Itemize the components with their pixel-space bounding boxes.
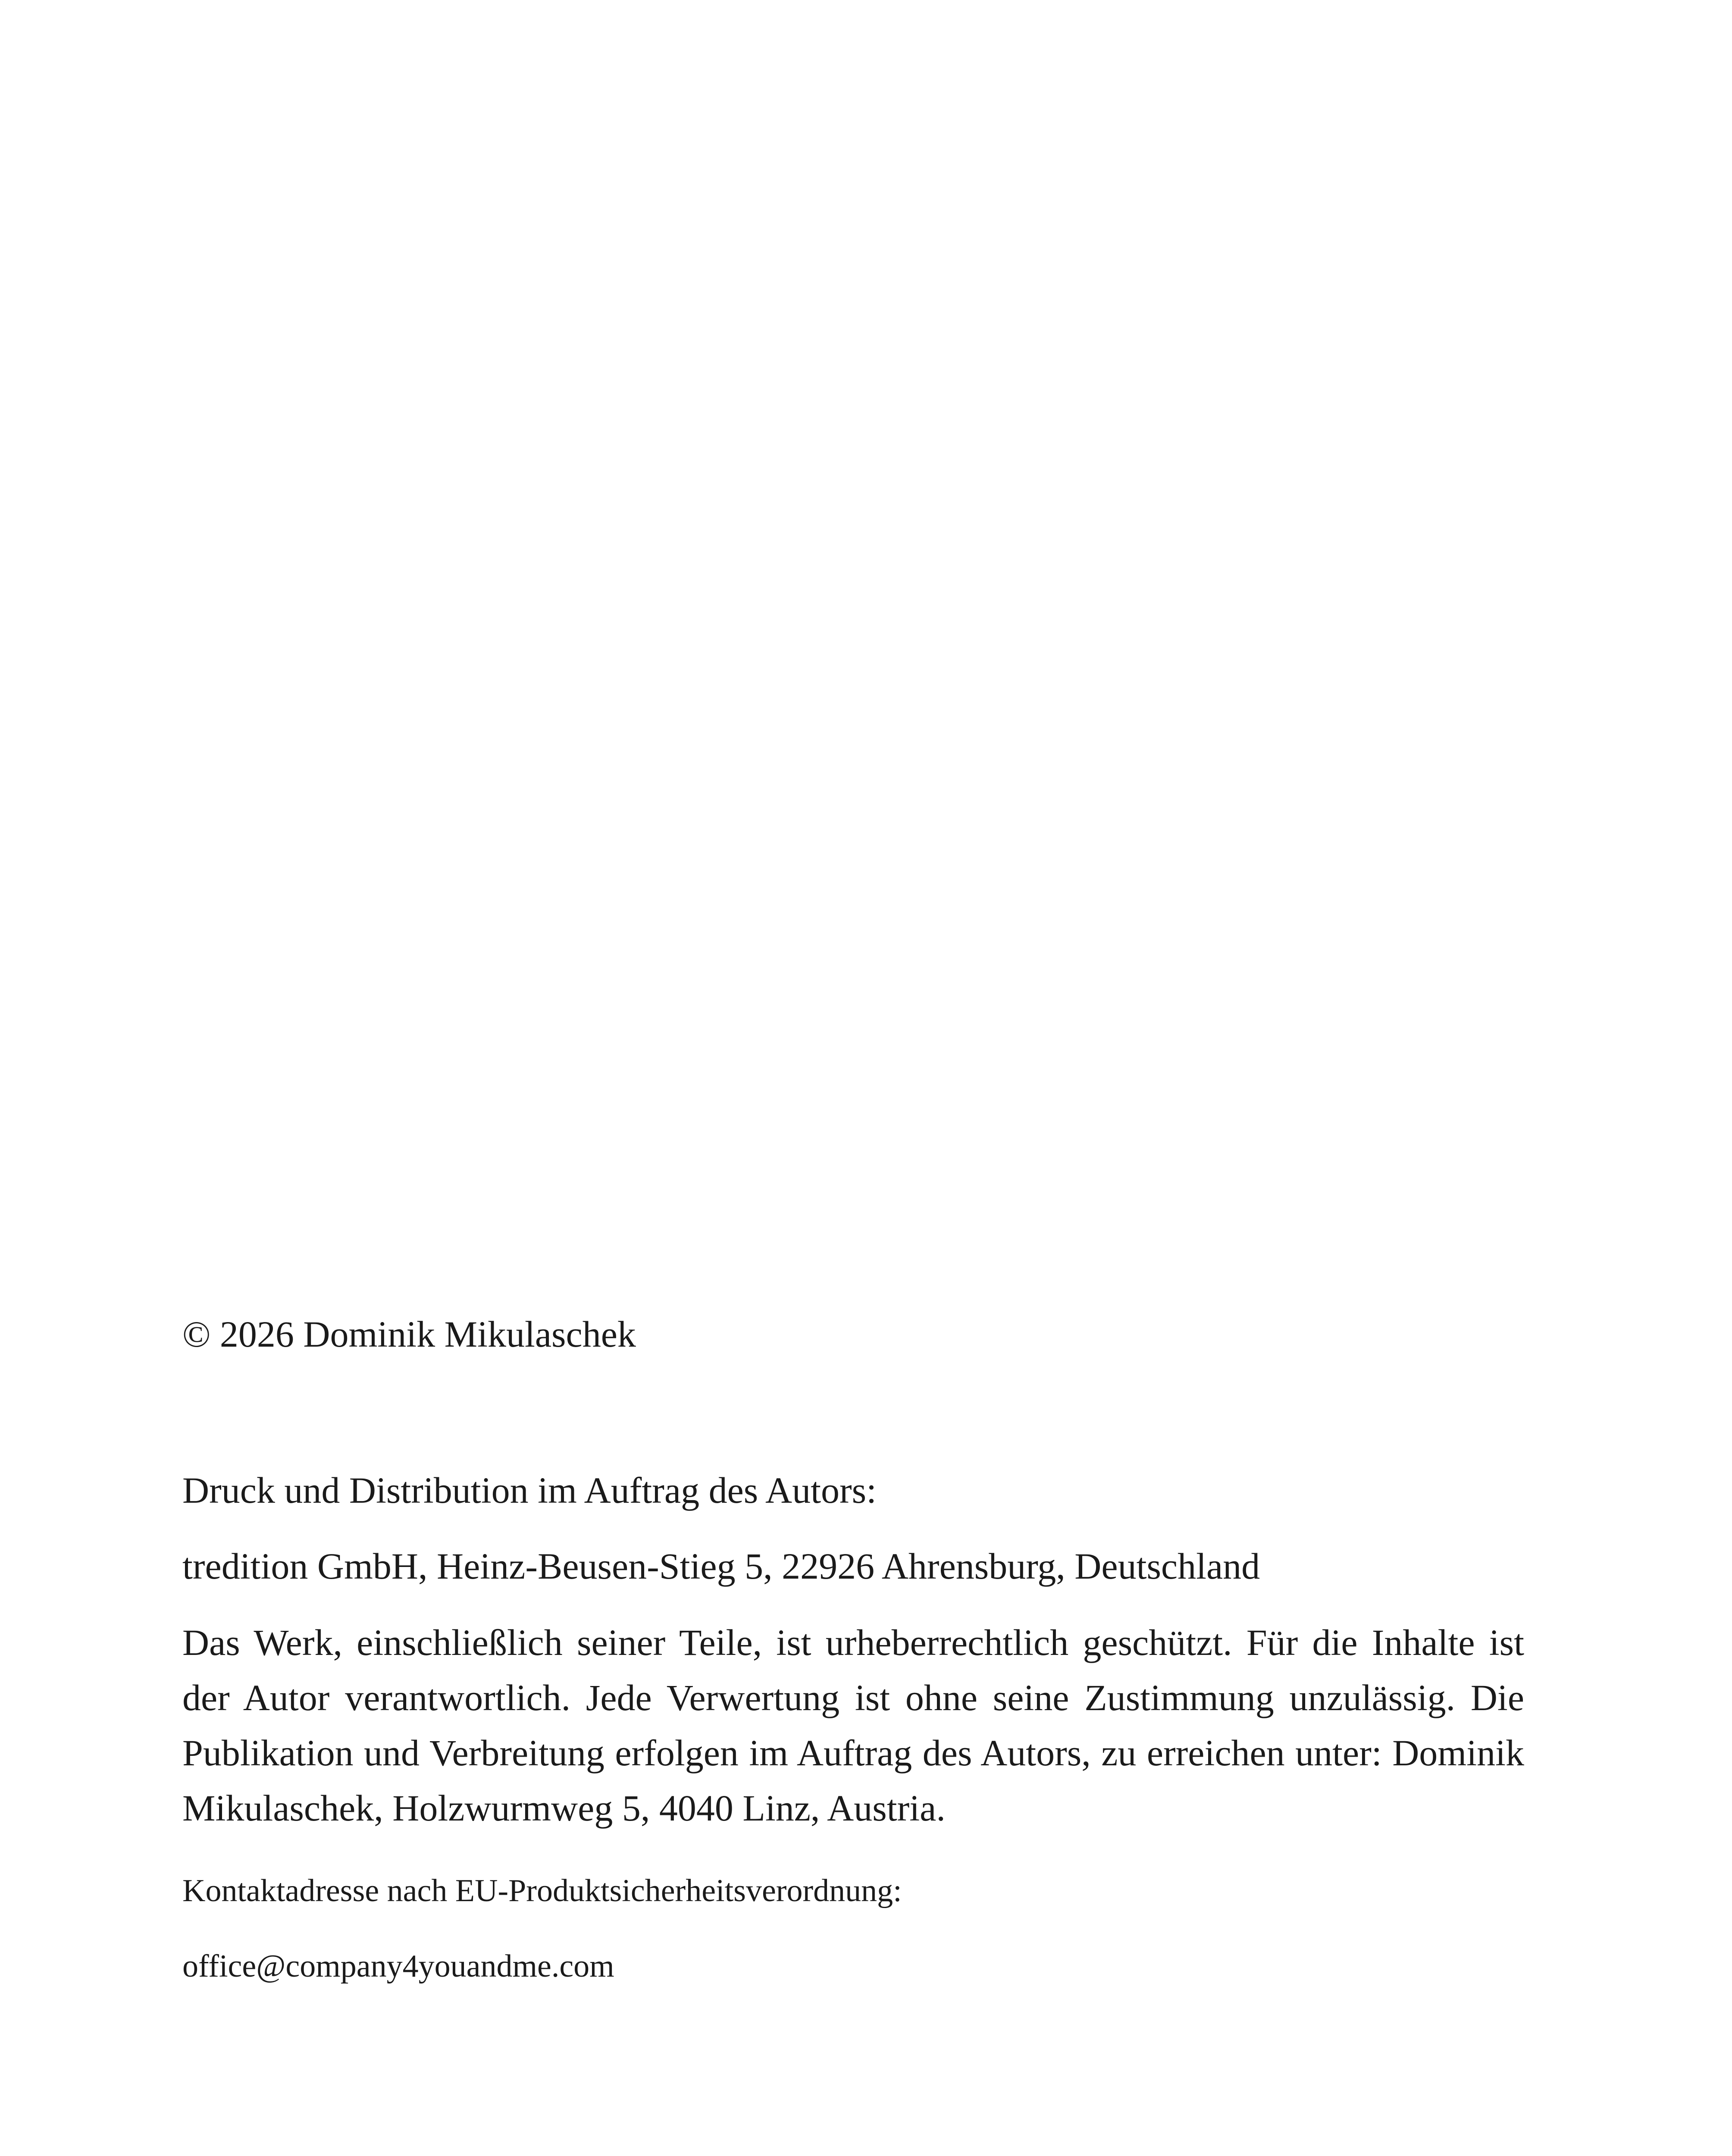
copyright-notice: © 2026 Dominik Mikulaschek	[182, 1313, 636, 1355]
legal-notice: Das Werk, einschließlich seiner Teile, ist urheberrechtlich geschützt. Für die Inhalte ist der Autor verantwortlich. Jede Verwertung ist ohne seine Zustimmung unzulässig. Die Publikation und Verbreitung erfolgen im Auftrag des Autors, zu erreichen unter: Dominik Mikulaschek, Holzwurmweg 5, 4040 Linz, Austria.	[182, 1622, 1524, 1829]
print-distribution-label: Druck und Distribution im Auftrag des Autors:	[182, 1470, 877, 1511]
contact-email: office@company4youandme.com	[182, 1949, 614, 1984]
contact-address-label: Kontaktadresse nach EU-Produktsicherheitsverordnung:	[182, 1873, 902, 1908]
publisher-address: tredition GmbH, Heinz-Beusen-Stieg 5, 22926 Ahrensburg, Deutschland	[182, 1545, 1260, 1587]
